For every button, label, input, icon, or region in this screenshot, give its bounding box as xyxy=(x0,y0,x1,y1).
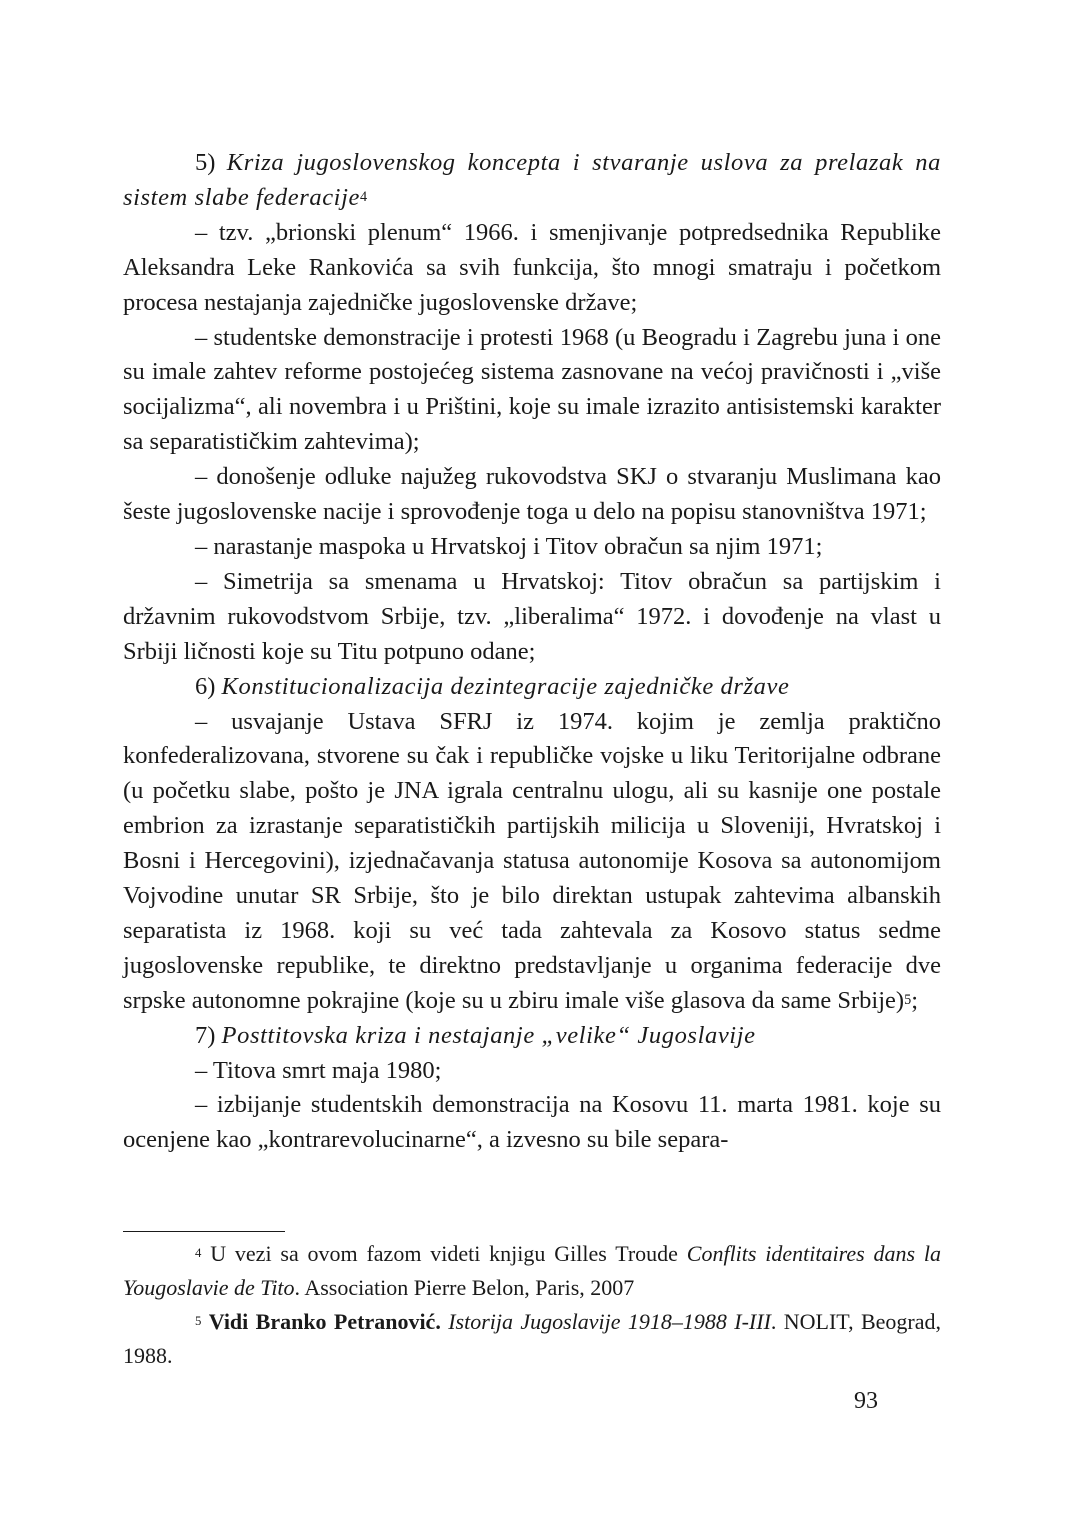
footnote-separator xyxy=(123,1231,285,1232)
section-title: Posttitovska kriza i nestajanje „velike“ Jugoslavije xyxy=(221,1021,756,1049)
footnote-author: Vidi Branko Petranović. xyxy=(208,1309,441,1334)
list-item: – Titova smrt maja 1980; xyxy=(195,1056,442,1084)
list-item: – izbijanje studentskih demonstracija na Kosovu 11. marta 1981. koje su ocenjene kao „kontrarevolucinarne“, a izvesno su bile separa- xyxy=(123,1091,941,1154)
list-item: – donošenje odluke najužeg rukovodstva SKJ o stvaranju Muslimana kao šeste jugoslovenske nacije i sprovođenje toga u delo na popisu stanovništva 1971; xyxy=(123,463,941,526)
main-text xyxy=(123,146,941,1158)
footnote-5: $^5$ Vidi Branko Petranović. Istorija Jugoslavije 1918–1988 I-III. NOLIT, Beograd, 1988. xyxy=(123,1309,942,1368)
footnotes xyxy=(123,1237,941,1373)
book-title: Conflits identitaires dans la Yougoslavie de Tito xyxy=(123,1241,942,1300)
list-item: – Simetrija sa smenama u Hrvatskoj: Titov obračun sa partijskim i državnim rukovodstvom Srbije, tzv. „liberalima“ 1972. i dovođenje na vlast u Srbiji ličnosti koje su Titu potpuno odane; xyxy=(123,567,941,665)
list-item: – tzv. „brionski plenum“ 1966. i smenjivanje potpredsednika Republike Aleksandra Leke Rankovića sa svih funkcija, što mnogi smatraju i početkom procesa nestajanja zajedničke jugoslovenske države; xyxy=(123,218,941,316)
section-heading-7: 7) Posttitovska kriza i nestajanje „velike“ Jugoslavije xyxy=(195,1021,756,1049)
book-title: Istorija Jugoslavije 1918–1988 I-III xyxy=(448,1309,771,1334)
section-heading-6: 6) Konstitucionalizacija dezintegracije zajedničke države xyxy=(195,672,790,700)
section-title: Konstitucionalizacija dezintegracije zajedničke države xyxy=(221,672,790,700)
section-heading-5: 5) Kriza jugoslovenskog koncepta i stvaranje uslova za prelazak na sistem slabe federacije$^4$ xyxy=(123,149,941,211)
list-item: – narastanje maspoka u Hrvatskoj i Titov obračun sa njim 1971; xyxy=(195,532,823,560)
list-item: – studentske demonstracije i protesti 1968 (u Beogradu i Zagrebu juna i one su imale zahtev reforme postojećeg sistema zasnovane na većoj pravičnosti i „više socijalizma“, ali novembra i u Prištini, koje su imale izrazito antisistemski karakter sa separatističkim zahtevima); xyxy=(123,323,941,456)
footnote-4: $^4$ U vezi sa ovom fazom videti knjigu Gilles Troude Conflits identitaires dans la Yougoslavie de Tito. Association Pierre Belon, Paris, 2007 xyxy=(123,1241,942,1300)
page-number: 93 xyxy=(854,1388,878,1414)
footnote-ref: 5 xyxy=(904,991,912,1008)
footnote-ref: 4 xyxy=(359,188,368,205)
list-item: – usvajanje Ustava SFRJ iz 1974. kojim je zemlja praktično konfederalizovana, stvorene su čak i republičke vojske u liku Teritorijalne odbrane (u početku slabe, pošto je JNA igrala centralnu ulogu, ali su kasnije one postale embrion za izrastanje separatističkih partijskih milicija u Sloveniji, Hvratskoj i Bosni i Hercegovini), izjednačavanja statusa autonomije Kosova sa autonomijom Vojvodine unutar SR Srbije, što je bilo direktan ustupak zahtevima albanskih separatista iz 1968. koji su već tada zahtevala za Kosovo status sedme jugoslovenske republike, te direktno predstavljanje u organima federacije dve srpske autonomne pokrajine (koje su u zbiru imale više glasova da same Srbije)$^5$; xyxy=(123,707,941,1014)
section-title: Kriza jugoslovenskog koncepta i stvaranje uslova za prelazak na sistem slabe federacije xyxy=(123,149,941,211)
